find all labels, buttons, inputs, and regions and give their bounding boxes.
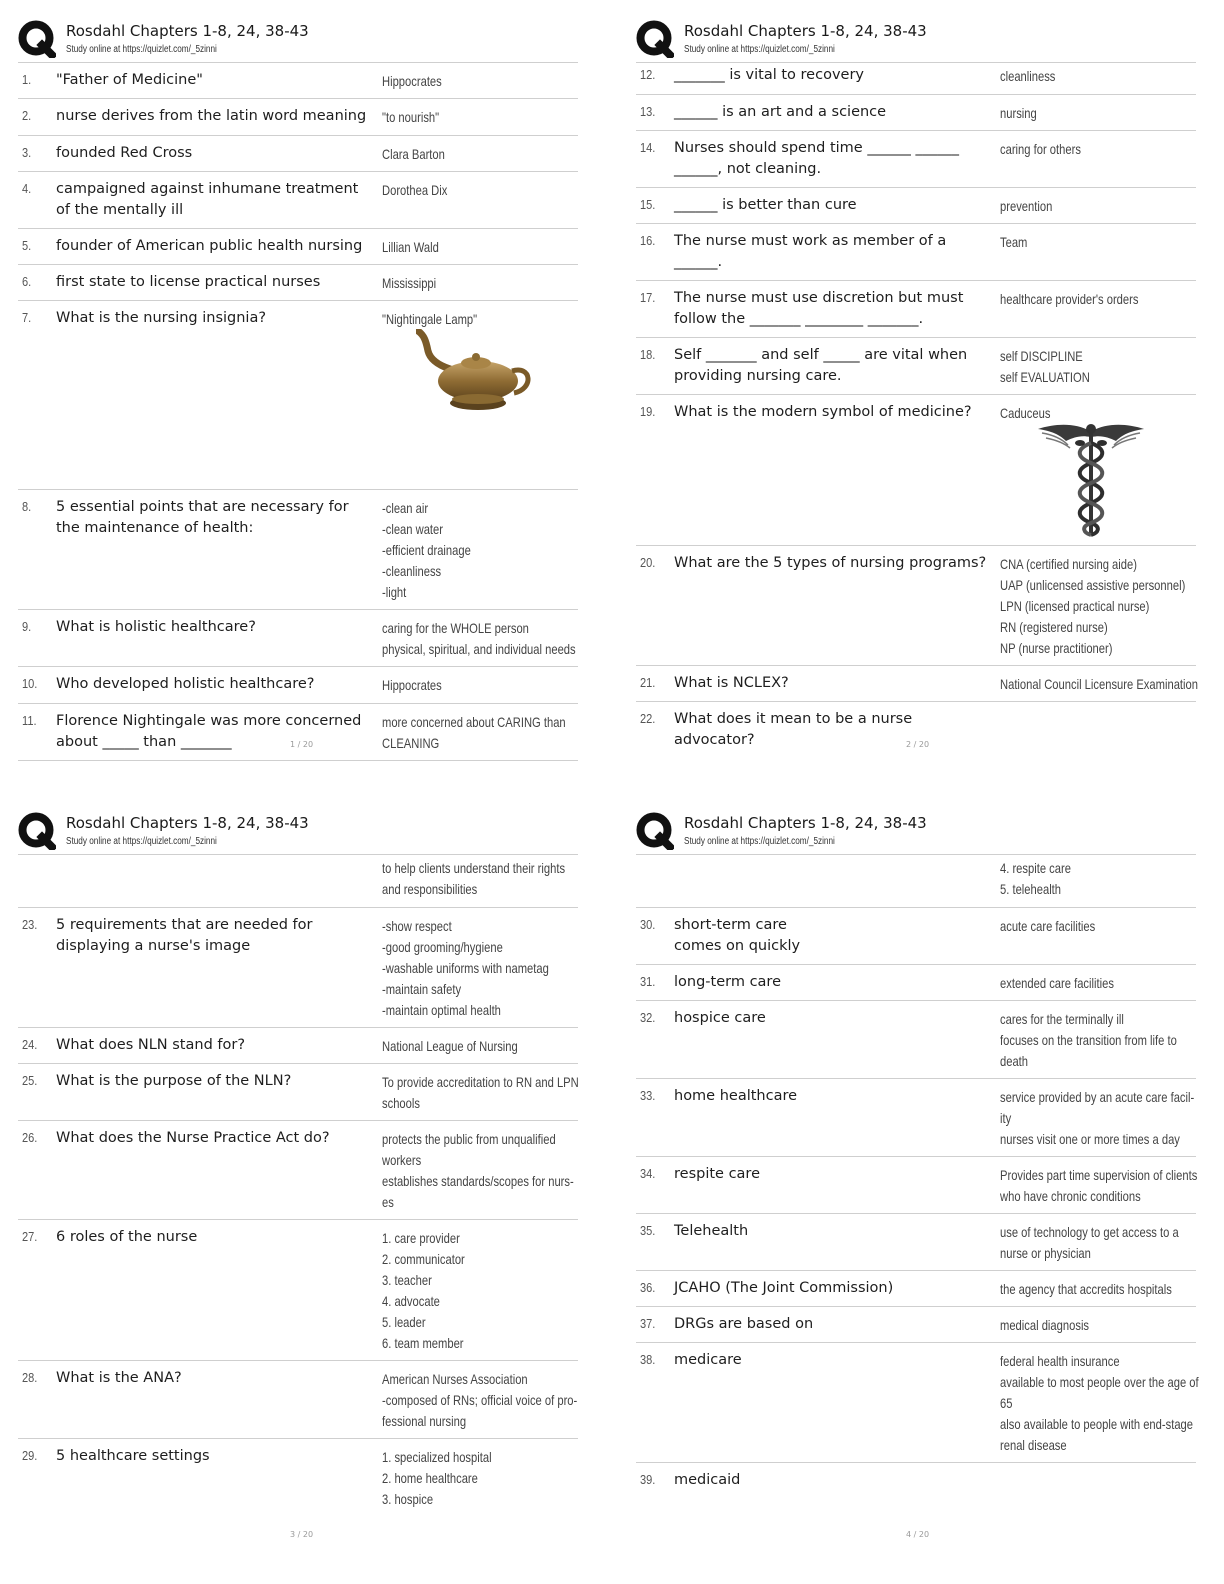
study-link[interactable]: Study online at https://quizlet.com/_5zinni: [66, 44, 217, 55]
flashcard-row: [18, 1439, 578, 1517]
card-definition: -clean air -clean water -efficient drainage -cleanliness -light: [382, 500, 471, 600]
card-term: Telehealth: [674, 1223, 749, 1239]
page-number: 2 / 20: [906, 740, 930, 749]
page-2: [636, 20, 1198, 749]
card-term: What does it mean to be a nurse advocator?: [674, 711, 913, 748]
document-title: Rosdahl Chapters 1-8, 24, 38-43: [684, 814, 927, 832]
card-definition: 1. care provider 2. communicator 3. teacher 4. advocate 5. leader 6. team member: [382, 1230, 465, 1351]
caduceus-icon: [1036, 421, 1146, 539]
flashcard-row: [636, 224, 1196, 281]
flashcard-row: [18, 172, 578, 229]
card-number: 28.: [22, 1370, 38, 1385]
card-term: JCAHO (The Joint Commission): [674, 1280, 894, 1296]
card-definition: more concerned about CARING than CLEANING: [382, 714, 566, 751]
card-term: campaigned against inhumane treatment of the mentally ill: [56, 181, 359, 218]
card-number: 14.: [640, 140, 656, 155]
card-term: Self _______ and self _____ are vital when providing nursing care.: [674, 347, 968, 384]
nightingale-lamp-icon: [416, 329, 536, 419]
flashcard-row: [636, 1271, 1196, 1307]
card-number: 22.: [640, 711, 656, 726]
flashcard-row: [636, 1079, 1196, 1157]
card-term: ______ is better than cure: [674, 197, 857, 213]
card-definition: Caduceus: [1000, 405, 1051, 421]
card-definition: caring for others: [1000, 141, 1081, 157]
card-term: What is the nursing insignia?: [56, 310, 267, 326]
flashcard-row: [636, 188, 1196, 224]
quizlet-logo-icon: [18, 812, 56, 850]
card-number: 2.: [22, 108, 32, 123]
flashcard-row: [18, 490, 578, 610]
page-header: [18, 812, 578, 854]
study-link[interactable]: Study online at https://quizlet.com/_5zinni: [684, 44, 835, 55]
card-term: nurse derives from the latin word meaning: [56, 108, 367, 124]
card-number: 36.: [640, 1280, 656, 1295]
card-definition: American Nurses Association -composed of RNs; official voice of pro- fessional nursing: [382, 1371, 578, 1429]
flashcard-row: [18, 667, 578, 704]
card-definition: Lillian Wald: [382, 239, 439, 255]
document-title: Rosdahl Chapters 1-8, 24, 38-43: [66, 22, 309, 40]
card-definition: National League of Nursing: [382, 1038, 518, 1054]
card-definition: service provided by an acute care facil- ity nurses visit one or more times a day: [1000, 1089, 1195, 1147]
flashcard-row: [636, 1001, 1196, 1079]
page-header: [636, 812, 1196, 854]
card-number: 33.: [640, 1088, 656, 1103]
flashcard-row: [636, 855, 1196, 908]
card-term: 5 requirements that are needed for displaying a nurse's image: [56, 917, 313, 954]
card-term: DRGs are based on: [674, 1316, 814, 1332]
card-definition: medical diagnosis: [1000, 1317, 1090, 1333]
card-definition: Provides part time supervision of clients who have chronic conditions: [1000, 1167, 1198, 1204]
card-number: 35.: [640, 1223, 656, 1238]
card-definition: healthcare provider's orders: [1000, 291, 1139, 307]
flashcard-row: [18, 63, 578, 99]
card-definition: to help clients understand their rights and responsibilities: [382, 860, 566, 897]
card-term: What does NLN stand for?: [56, 1037, 246, 1053]
card-term: Who developed holistic healthcare?: [56, 676, 315, 692]
card-definition: "to nourish": [382, 109, 440, 125]
flashcard-row: [18, 908, 578, 1028]
document-title: Rosdahl Chapters 1-8, 24, 38-43: [684, 22, 927, 40]
card-number: 21.: [640, 675, 656, 690]
card-term: founded Red Cross: [56, 145, 193, 161]
flashcard-row: [18, 610, 578, 667]
card-definition: federal health insurance available to most people over the age of 65 also available to people with end-stage renal disease: [1000, 1353, 1199, 1453]
card-definition: prevention: [1000, 198, 1053, 214]
flashcard-row: [636, 1307, 1196, 1343]
flashcard-row: [18, 704, 578, 761]
card-term: What does the Nurse Practice Act do?: [56, 1130, 330, 1146]
flashcard-row: [18, 301, 578, 490]
page-3: [18, 812, 579, 1539]
flashcard-list: [18, 62, 578, 761]
card-term: medicaid: [674, 1472, 741, 1488]
card-term: 5 essential points that are necessary for the maintenance of health:: [56, 499, 349, 536]
card-definition: Mississippi: [382, 275, 437, 291]
flashcard-row: [18, 1064, 578, 1121]
card-number: 27.: [22, 1229, 38, 1244]
card-number: 17.: [640, 290, 656, 305]
card-term: The nurse must work as member of a ______.: [674, 233, 947, 270]
flashcard-row: [636, 1214, 1196, 1271]
card-number: 30.: [640, 917, 656, 932]
card-definition: 1. specialized hospital 2. home healthcare 3. hospice: [382, 1449, 492, 1507]
card-term: medicare: [674, 1352, 742, 1368]
card-number: 13.: [640, 104, 656, 119]
card-term: hospice care: [674, 1010, 766, 1026]
card-definition: -show respect -good grooming/hygiene -washable uniforms with nametag -maintain safety -maintain optimal health: [382, 918, 549, 1018]
card-term: The nurse must use discretion but must follow the _______ ________ _______.: [674, 290, 964, 327]
card-definition: Hippocrates: [382, 73, 442, 89]
quizlet-logo-icon: [636, 812, 674, 850]
study-link[interactable]: Study online at https://quizlet.com/_5zinni: [66, 836, 217, 847]
flashcard-list: [636, 854, 1199, 1499]
card-term: ______ is an art and a science: [674, 104, 887, 120]
card-term: What is holistic healthcare?: [56, 619, 256, 635]
card-term: long-term care: [674, 974, 781, 990]
card-number: 39.: [640, 1472, 656, 1487]
card-term: Florence Nightingale was more concerned about _____ than _______: [56, 713, 362, 750]
card-number: 5.: [22, 238, 32, 253]
card-definition: To provide accreditation to RN and LPN schools: [382, 1074, 579, 1111]
card-definition: "Nightingale Lamp": [382, 311, 478, 327]
card-definition: National Council Licensure Examination: [1000, 676, 1198, 692]
card-definition: CNA (certified nursing aide) UAP (unlicensed assistive personnel) LPN (licensed practical nurse) RN (registered nurse) NP (nurse practitioner): [1000, 556, 1186, 656]
flashcard-row: [636, 666, 1196, 702]
card-term: home healthcare: [674, 1088, 798, 1104]
card-number: 12.: [640, 67, 656, 82]
flashcard-row: [18, 99, 578, 136]
card-number: 3.: [22, 145, 32, 160]
card-number: 9.: [22, 619, 32, 634]
card-number: 16.: [640, 233, 656, 248]
card-number: 38.: [640, 1352, 656, 1367]
card-definition: nursing: [1000, 105, 1037, 121]
card-definition: extended care facilities: [1000, 975, 1114, 991]
card-number: 20.: [640, 555, 656, 570]
page-header: [18, 20, 578, 62]
card-term: short-term care comes on quickly: [674, 917, 801, 954]
flashcard-row: [18, 265, 578, 301]
card-definition: use of technology to get access to a nurse or physician: [1000, 1224, 1179, 1261]
page-1: [18, 20, 578, 761]
card-number: 4.: [22, 181, 32, 196]
card-definition: Team: [1000, 234, 1028, 250]
card-number: 18.: [640, 347, 656, 362]
flashcard-row: [18, 855, 578, 908]
card-number: 11.: [22, 713, 37, 728]
flashcard-row: [636, 281, 1196, 338]
flashcard-row: [18, 136, 578, 172]
flashcard-row: [18, 1220, 578, 1361]
flashcard-row: [636, 908, 1196, 965]
card-term: 6 roles of the nurse: [56, 1229, 198, 1245]
card-term: What is the ANA?: [56, 1370, 182, 1386]
quizlet-logo-icon: [18, 20, 56, 58]
card-definition: cleanliness: [1000, 68, 1056, 84]
card-number: 19.: [640, 404, 656, 419]
card-number: 32.: [640, 1010, 656, 1025]
flashcard-row: [636, 965, 1196, 1001]
study-link[interactable]: Study online at https://quizlet.com/_5zinni: [684, 836, 835, 847]
card-term: What is the purpose of the NLN?: [56, 1073, 292, 1089]
card-term: _______ is vital to recovery: [674, 67, 864, 83]
card-term: founder of American public health nursing: [56, 238, 363, 254]
card-definition: cares for the terminally ill focuses on the transition from life to death: [1000, 1011, 1177, 1069]
page-number: 4 / 20: [906, 1530, 930, 1539]
card-term: What are the 5 types of nursing programs?: [674, 555, 987, 571]
flashcard-row: [636, 395, 1196, 546]
card-definition: Clara Barton: [382, 146, 445, 162]
card-number: 23.: [22, 917, 38, 932]
card-number: 6.: [22, 274, 32, 289]
card-term: Nurses should spend time ______ ______ ______, not cleaning.: [674, 140, 959, 177]
card-number: 37.: [640, 1316, 656, 1331]
card-number: 7.: [22, 310, 32, 325]
flashcard-row: [18, 1121, 578, 1220]
card-number: 1.: [22, 72, 32, 87]
flashcard-row: [18, 229, 578, 265]
page-number: 3 / 20: [290, 1530, 314, 1539]
card-definition: the agency that accredits hospitals: [1000, 1281, 1172, 1297]
card-definition: 4. respite care 5. telehealth: [1000, 860, 1071, 897]
card-number: 25.: [22, 1073, 38, 1088]
card-definition: caring for the WHOLE person physical, spiritual, and individual needs: [382, 620, 576, 657]
card-number: 31.: [640, 974, 656, 989]
quizlet-logo-icon: [636, 20, 674, 58]
card-term: What is NCLEX?: [674, 675, 789, 691]
flashcard-row: [636, 131, 1196, 188]
card-term: 5 healthcare settings: [56, 1448, 210, 1464]
card-definition: Dorothea Dix: [382, 182, 448, 198]
card-term: first state to license practical nurses: [56, 274, 321, 290]
flashcard-row: [636, 1343, 1199, 1463]
card-number: 29.: [22, 1448, 38, 1463]
card-definition: protects the public from unqualified workers establishes standards/scopes for nurs- es: [382, 1131, 574, 1210]
card-term: What is the modern symbol of medicine?: [674, 404, 972, 420]
flashcard-row: [18, 1361, 578, 1439]
card-number: 34.: [640, 1166, 656, 1181]
document-title: Rosdahl Chapters 1-8, 24, 38-43: [66, 814, 309, 832]
flashcard-row: [636, 338, 1196, 395]
card-number: 8.: [22, 499, 32, 514]
page-4: [636, 812, 1199, 1539]
card-definition: acute care facilities: [1000, 918, 1096, 934]
flashcard-row: [18, 1028, 578, 1064]
page-header: [636, 20, 1196, 62]
card-number: 10.: [22, 676, 38, 691]
card-number: 15.: [640, 197, 656, 212]
flashcard-row: [636, 63, 1196, 95]
page-number: 1 / 20: [290, 740, 314, 749]
flashcard-list: [18, 854, 578, 1517]
flashcard-row: [636, 1463, 1196, 1499]
card-term: "Father of Medicine": [56, 72, 203, 88]
flashcard-row: [636, 1157, 1196, 1214]
flashcard-row: [636, 95, 1196, 131]
card-number: 24.: [22, 1037, 38, 1052]
card-term: respite care: [674, 1166, 760, 1182]
card-definition: Hippocrates: [382, 677, 442, 693]
flashcard-row: [636, 546, 1196, 666]
card-definition: self DISCIPLINE self EVALUATION: [1000, 348, 1090, 385]
card-number: 26.: [22, 1130, 38, 1145]
